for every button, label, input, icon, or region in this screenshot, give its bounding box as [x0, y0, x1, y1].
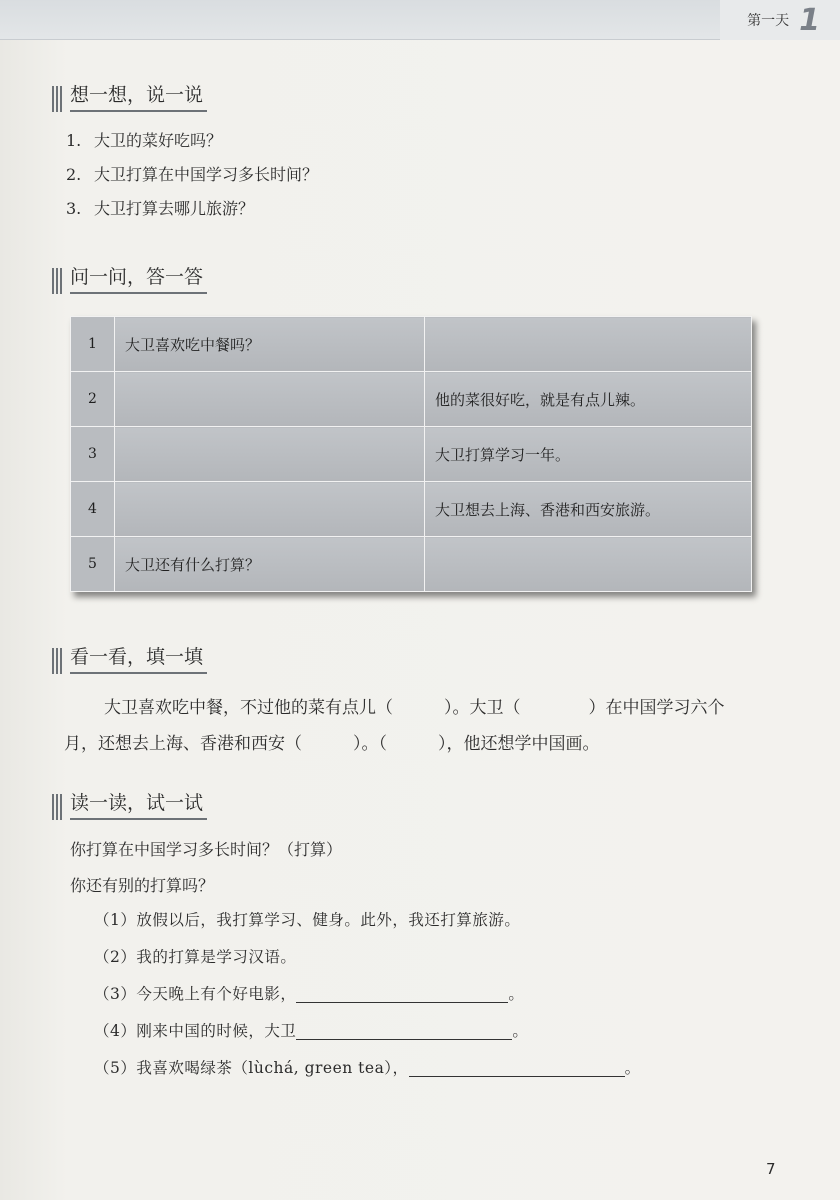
answer-blank[interactable] [296, 983, 508, 1003]
think-question-list [66, 124, 318, 226]
section-bars-icon [52, 268, 62, 294]
list-item: （5）我喜欢喝绿茶（lùchá, green tea）， 。 [94, 1059, 641, 1077]
header-tab [720, 0, 840, 40]
answer-cell[interactable]: 大卫想去上海、香港和西安旅游。 [425, 482, 752, 537]
page-header [0, 0, 840, 40]
answer-cell[interactable] [425, 317, 752, 372]
page-number: 7 [766, 1160, 776, 1178]
read-prompt: 你打算在中国学习多长时间？（打算） 你还有别的打算吗？ [70, 840, 343, 895]
list-item: 2. 大卫打算在中国学习多长时间？ [66, 165, 319, 184]
qa-table [70, 316, 752, 592]
answer-cell[interactable]: 大卫打算学习一年。 [425, 427, 752, 482]
question-cell[interactable]: 大卫喜欢吃中餐吗？ [115, 317, 425, 372]
list-item: （4）刚来中国的时候，大卫 。 [94, 1022, 529, 1040]
answer-blank[interactable] [409, 1057, 625, 1077]
table-row: 4 大卫想去上海、香港和西安旅游。 [71, 482, 752, 537]
list-item: （1）放假以后，我打算学习、健身。此外，我还打算旅游。 [94, 911, 521, 929]
section-bars-icon [52, 794, 62, 820]
question-cell[interactable]: 大卫还有什么打算？ [115, 537, 425, 592]
table-row: 3 大卫打算学习一年。 [71, 427, 752, 482]
fill-in-paragraph: 大卫喜欢吃中餐，不过他的菜有点儿（ ）。大卫（ ）在中国学习六个 月，还想去上海、香港和西安（ ）。（ ），他还想学中国画。 [64, 698, 725, 754]
list-item: 3. 大卫打算去哪儿旅游？ [66, 199, 255, 218]
answer-cell[interactable]: 他的菜很好吃，就是有点儿辣。 [425, 372, 752, 427]
table-row: 1 大卫喜欢吃中餐吗？ [71, 317, 752, 372]
list-item: （3）今天晚上有个好电影， 。 [94, 985, 525, 1003]
section-read-title: 读一读，试一试 [52, 790, 207, 820]
table-row: 2 他的菜很好吃，就是有点儿辣。 [71, 372, 752, 427]
section-bars-icon [52, 648, 62, 674]
answer-blank[interactable] [296, 1020, 512, 1040]
question-cell[interactable] [115, 482, 425, 537]
header-label: 第一天 [747, 13, 790, 29]
list-item: 1. 大卫的菜好吃吗？ [66, 131, 223, 150]
header-day-number: 1 [799, 2, 820, 38]
section-think-title: 想一想，说一说 [52, 82, 207, 112]
example-list [94, 902, 641, 1087]
question-cell[interactable] [115, 372, 425, 427]
section-ask-title: 问一问，答一答 [52, 264, 207, 294]
table-row: 5 大卫还有什么打算？ [71, 537, 752, 592]
question-cell[interactable] [115, 427, 425, 482]
section-look-title: 看一看，填一填 [52, 644, 207, 674]
list-item: （2）我的打算是学习汉语。 [94, 948, 297, 966]
answer-cell[interactable] [425, 537, 752, 592]
section-bars-icon [52, 86, 62, 112]
